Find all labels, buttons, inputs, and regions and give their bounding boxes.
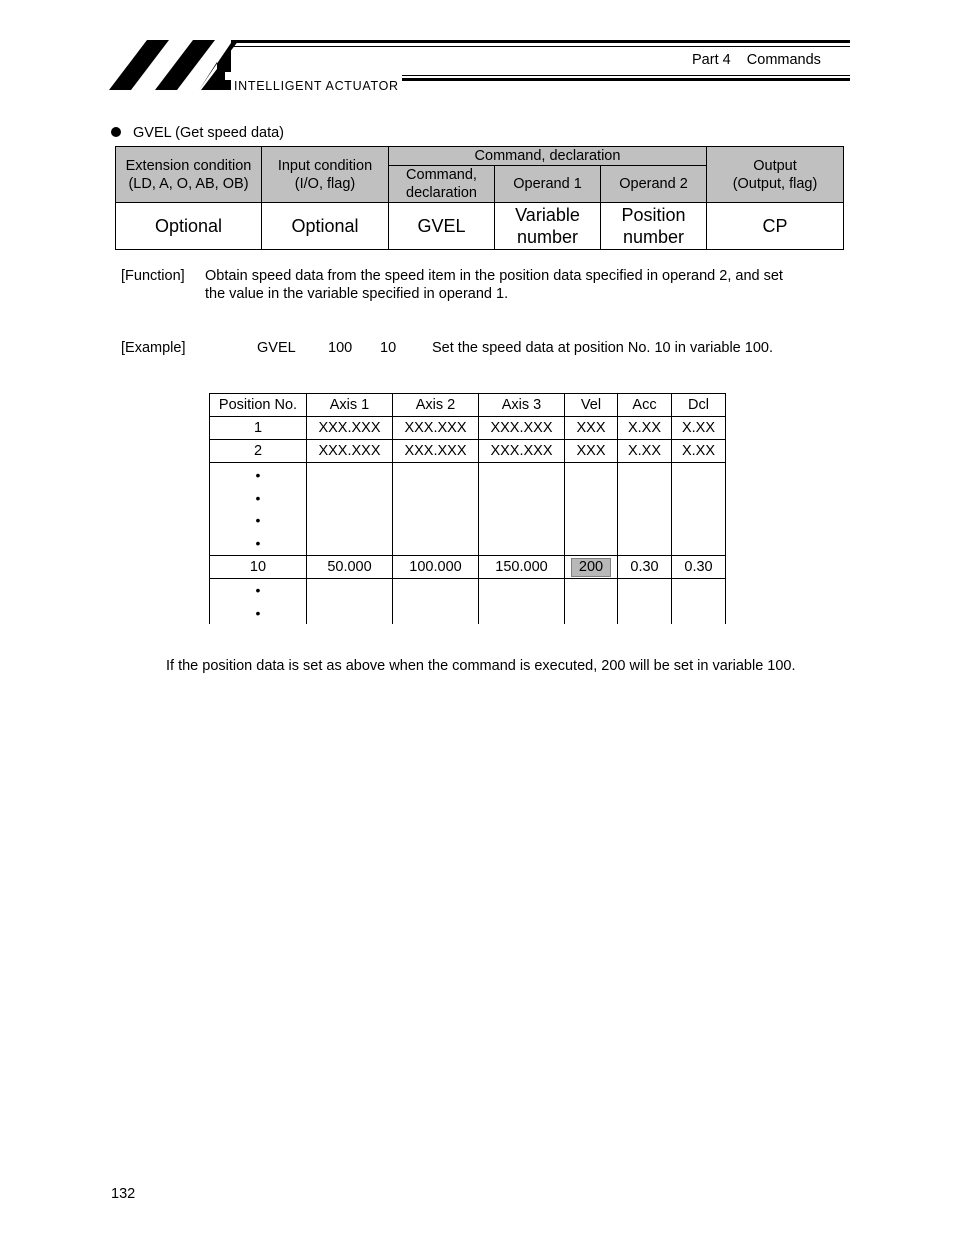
header-axis-2: Axis 2 (393, 394, 479, 417)
value-input-condition: Optional (262, 203, 389, 250)
header-rule-bottom-thick (402, 78, 850, 81)
cell: 1 (210, 417, 307, 440)
ellipsis-cell (210, 463, 307, 556)
empty-cell (393, 579, 479, 625)
header-operand-1: Operand 1 (495, 166, 601, 203)
cell: XXX.XXX (307, 440, 393, 463)
header-operand-2: Operand 2 (601, 166, 707, 203)
logo-text: INTELLIGENT ACTUATOR (234, 79, 399, 93)
header-dcl: Dcl (672, 394, 726, 417)
ellipsis-row (210, 579, 726, 625)
command-title: GVEL (Get speed data) (133, 125, 284, 141)
ellipsis-dot: • (255, 582, 261, 598)
header-axis-3: Axis 3 (479, 394, 565, 417)
header-axis-1: Axis 1 (307, 394, 393, 417)
result-note: If the position data is set as above when the command is executed, 200 will be set in variable 100. (166, 658, 796, 674)
ellipsis-dot: • (255, 512, 261, 528)
empty-cell (672, 463, 726, 556)
header-rule-top-thin (233, 46, 850, 47)
header-command-declaration-group: Command, declaration (389, 147, 707, 166)
example-operand-2: 10 (380, 340, 397, 356)
empty-cell (618, 579, 672, 625)
table-row-position-10 (210, 556, 726, 579)
cell: 0.30 (618, 556, 672, 579)
position-data-table (209, 393, 726, 624)
function-label: [Function] (121, 268, 185, 284)
cell: XXX.XXX (393, 417, 479, 440)
function-line-1: Obtain speed data from the speed item in the position data specified in operand 2, and set (205, 268, 783, 284)
cell: X.XX (618, 417, 672, 440)
ellipsis-dot: • (255, 489, 261, 506)
cell: XXX.XXX (479, 417, 565, 440)
highlighted-vel-cell (565, 556, 618, 579)
cell: XXX.XXX (307, 417, 393, 440)
empty-cell (393, 463, 479, 556)
empty-cell (565, 579, 618, 625)
cell: 2 (210, 440, 307, 463)
cell: X.XX (672, 417, 726, 440)
value-output: CP (707, 203, 844, 250)
cell: 50.000 (307, 556, 393, 579)
header-rule-top (233, 40, 850, 43)
header-position-no: Position No. (210, 394, 307, 417)
value-command: GVEL (389, 203, 495, 250)
example-label: [Example] (121, 340, 186, 356)
cell: XXX.XXX (479, 440, 565, 463)
cell: X.XX (672, 440, 726, 463)
ellipsis-dot: • (255, 467, 261, 483)
cell: 150.000 (479, 556, 565, 579)
example-command: GVEL (257, 340, 296, 356)
empty-cell (479, 463, 565, 556)
header-vel: Vel (565, 394, 618, 417)
example-operand-1: 100 (328, 340, 353, 356)
header-extension-condition: Extension condition (LD, A, O, AB, OB) (116, 147, 262, 203)
empty-cell (307, 463, 393, 556)
cell: 0.30 (672, 556, 726, 579)
cell: XXX (565, 417, 618, 440)
bullet-icon (111, 127, 121, 137)
header-input-condition: Input condition (I/O, flag) (262, 147, 389, 203)
cell: X.XX (618, 440, 672, 463)
function-line-2: the value in the variable specified in operand 1. (205, 286, 509, 302)
ellipsis-dot: • (255, 534, 261, 551)
cell: 10 (210, 556, 307, 579)
empty-cell (672, 579, 726, 625)
ellipsis-cell (210, 579, 307, 625)
value-operand-2: Position number (601, 203, 707, 250)
section-title: Part 4 Commands (692, 52, 821, 68)
command-table (115, 146, 844, 250)
empty-cell (565, 463, 618, 556)
cell: 100.000 (393, 556, 479, 579)
cell: XXX.XXX (393, 440, 479, 463)
table-row (210, 417, 726, 440)
header-command: Command, declaration (389, 166, 495, 203)
value-operand-1: Variable number (495, 203, 601, 250)
page-number: 132 (111, 1186, 136, 1202)
header-output: Output (Output, flag) (707, 147, 844, 203)
highlighted-vel-value: 200 (571, 558, 611, 577)
empty-cell (479, 579, 565, 625)
empty-cell (618, 463, 672, 556)
header-rule-bottom (402, 75, 850, 76)
table-header-row (210, 394, 726, 417)
example-description: Set the speed data at position No. 10 in variable 100. (432, 340, 773, 356)
table-row (210, 440, 726, 463)
ellipsis-dot: • (255, 604, 261, 621)
empty-cell (307, 579, 393, 625)
value-extension-condition: Optional (116, 203, 262, 250)
header-acc: Acc (618, 394, 672, 417)
cell: XXX (565, 440, 618, 463)
ellipsis-row (210, 463, 726, 556)
